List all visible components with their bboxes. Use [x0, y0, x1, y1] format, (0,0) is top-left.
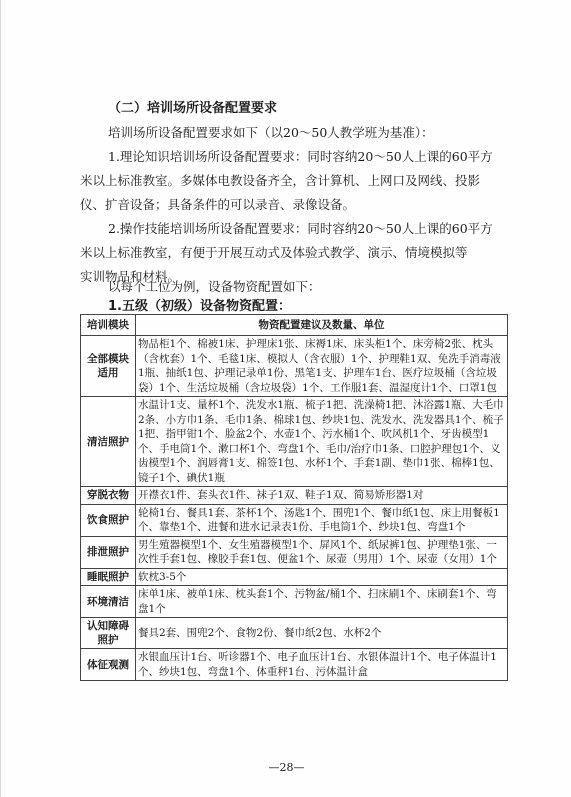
table-row [81, 336, 508, 397]
table-row [81, 487, 508, 505]
paragraph-skills-line-2: 米以上标准教室，有便于开展互动式及体验式教学、演示、情境模拟等 [80, 245, 468, 260]
header-module: 培训模块 [81, 315, 136, 336]
row-items: 开襟衣1件、套头衣1件、袜子1双、鞋子1双、简易矫形器1对 [136, 487, 508, 505]
paragraph-skills-line-1: 2.操作技能培训场所设备配置要求：同时容纳20～50人上课的60平方 [108, 221, 493, 236]
row-items: 水银血压计1台、听诊器1个、电子血压计1台、水银体温计1个、电子体温计1个、纱块1包、弯盘1个、体重秤1台、污体温计盒 [136, 649, 508, 681]
table-row [81, 618, 508, 649]
table-row [81, 504, 508, 536]
row-module: 全部模块适用 [81, 336, 136, 397]
page-number: —28— [268, 761, 305, 774]
paragraph-per-station: 以每个工位为例，设备物资配置如下： [108, 279, 321, 294]
paragraph-theory-line-3: 仪、扩音设备；具备条件的可以录音、录像设备。 [80, 197, 356, 212]
row-module: 环境清洁 [81, 586, 136, 618]
row-module: 排泄照护 [81, 536, 136, 568]
table-row [81, 397, 508, 487]
row-items: 水温计1支、量杯1个、洗发水1瓶、梳子1把、洗澡椅1把、沐浴露1瓶、大毛巾2条、小方巾1条、毛巾1条、棉球1包、纱块1包、洗发水、洗发器具1个、梳子1把、指甲钳1个、脸盆2个、水壶1个、污水桶1个、吹风机1个、牙齿模型1个、手电筒1个、漱口杯1个、弯盘1个、毛巾/治疗巾1条、口腔护理包1个、义齿模型1个、润唇膏1支、棉签1包、水杯1个、手套1副、垫巾1张、棉棒1包、镜子1个、碘伏1瓶 [136, 397, 508, 487]
paragraph-skills-line-3: 实训物品和材料。 [80, 269, 181, 284]
row-items: 餐具2套、围兜2个、食物2份、餐巾纸2包、水杯2个 [136, 618, 508, 649]
paragraph-theory-line-2: 米以上标准教室。多媒体电教设备齐全，含计算机、上网口及网线、投影 [80, 173, 481, 188]
row-items: 软枕3-5个 [136, 568, 508, 586]
table-row [81, 649, 508, 681]
row-items: 物品柜1个、棉被1床、护理床1张、床褥1床、床头柜1个、床旁椅2张、枕头（含枕套）1个、毛毯1床、模拟人（含衣服）1个、护理鞋1双、免洗手消毒液1瓶、抽纸1包、护理记录单1份、黑笔1支、护理车1台、医疗垃圾桶（含垃圾袋）1个、生活垃圾桶（含垃圾袋）1个、工作服1套、温湿度计1个、口罩1包 [136, 336, 508, 397]
table-row [81, 568, 508, 586]
row-items: 男生殖器模型1个、女生殖器模型1个、屏风1个、纸尿裤1包、护理垫1张、一次性手套1包、橡胶手套1包、便盆1个、尿壶（男用）1个、尿壶（女用）1个 [136, 536, 508, 568]
row-module: 穿脱衣物 [81, 487, 136, 505]
row-module: 认知障碍照护 [81, 618, 136, 649]
equipment-table [80, 314, 508, 681]
header-items: 物资配置建议及数量、单位 [136, 315, 508, 336]
row-module: 睡眠照护 [81, 568, 136, 586]
row-items: 床单1床、被单1床、枕头套1个、污物盆/桶1个、扫床刷1个、床刷套1个、弯盘1个 [136, 586, 508, 618]
row-module: 饮食照护 [81, 504, 136, 536]
row-items: 轮椅1台、餐具1套、茶杯1个、汤匙1个、围兜1个、餐巾纸1包、床上用餐板1个、靠垫1个、进餐和进水记录表1份、手电筒1个、纱块1包、弯盘1个 [136, 504, 508, 536]
table-row [81, 586, 508, 618]
paragraph-theory-line-1: 1.理论知识培训场所设备配置要求：同时容纳20～50人上课的60平方 [108, 149, 493, 164]
sub-heading-level-five: 1.五级（初级）设备物资配置： [108, 299, 291, 314]
table-header-row [81, 315, 508, 336]
row-module: 清洁照护 [81, 397, 136, 487]
table-row [81, 536, 508, 568]
paragraph-intro: 培训场所设备配置要求如下（以20～50人教学班为基准）： [108, 125, 434, 140]
row-module: 体征观测 [81, 649, 136, 681]
section-heading: （二）培训场所设备配置要求 [108, 101, 278, 116]
